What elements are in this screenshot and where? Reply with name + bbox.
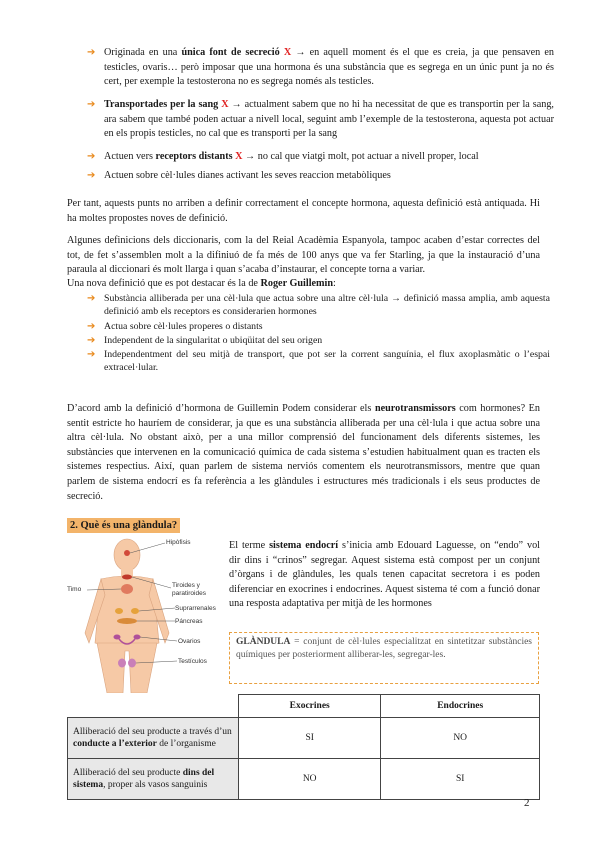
body-illustration [67,533,227,693]
label-pancreas: Páncreas [175,618,203,625]
guillemin-name: Roger Guillemin [260,278,334,289]
cross-mark: X [235,151,243,162]
bullet-text: Actuen vers [104,151,156,162]
table-corner [68,695,239,718]
definition-text: = conjunt de cèl·lules especialitzat en sintetitzar substàncies químiques per posteriorment alliberar-les, segregar-les. [236,637,532,660]
bullet-target-cells [87,169,554,184]
paragraph-neurotransmitters: D’acord amb la definició d’hormona de Guillemin Podem considerar els neurotransmissors com hormones? En sentit estricte ho hauríem de considerar, ja que es una substància alliberada per una cèl·lula i que actua sobre una altra cèl·lula. No obstant això, per a una millor comprensió del funcionament dels diferents sistemes, les substàncies que intervenen en la comunicació química de cada sistema s’estudien habitualment quan es tracten els sistemes respectius. Així, quan parlem de sistema nerviós comentem els neurotransmissors, mentre que quan parlem de sistema endocrí es fa referència a les glàndules i estructures més tradicionals i els seus productes de secreció. [67,403,540,502]
arrow-bullet-icon: ➔ [87,293,96,304]
cell-endocrine: NO [381,718,540,759]
guillemin-bullet: ➔ Substància alliberada per una cèl·lula que actua sobre una altre cèl·lula → definició massa amplia, amb aquesta definició amb els receptors es considerarien hormones [87,293,550,318]
arrow-bullet-icon: ➔ [87,151,96,162]
label-tiroides: Tiroides y paratiroides [172,582,206,597]
cell-exocrine: SI [239,718,381,759]
definition-term: GLÀNDULA [236,637,291,647]
gland-comparison-table [67,694,540,800]
arrow-bullet-icon: ➔ [87,99,96,110]
guillemin-bullet: ➔ Independentment del seu mitjà de transport, que pot ser la corrent sanguínia, el flux axoplasmàtic o l’espai extracel·lular. [87,349,550,374]
label-timo: Timo [67,586,82,593]
label-ovarios: Ovarios [178,638,201,645]
table-header-row [68,695,540,718]
arrow-bullet-icon: ➔ [87,321,96,332]
cross-mark: X [283,47,292,58]
bullet-blood-transport [87,98,554,142]
arrow-bullet-icon: ➔ [87,47,96,58]
section-heading: 2. Què és una glàndula? [67,518,180,533]
bullet-text: → no cal que viatgi molt, pot actuar a nivell proper, local [242,151,479,162]
bullet-single-source [87,46,554,90]
arrow-bullet-icon: ➔ [87,349,96,360]
paragraph-endocrine-system: El terme sistema endocrí s’inicia amb Edouard Laguesse, on “endo” vol dir dins i “crinos” segregar. Aquest sistema està compost per un conjunt d’òrgans i de glàndules, les quals tenen capacitat secretora i es poden diferenciar en exocrines i endocrines. Aquest sistema té com a funció donar una resposta adaptativa per mitjà de les hormones [229,540,541,610]
page-number: 2 [524,797,530,809]
paragraph-conclusion: Per tant, aquests punts no arriben a definir correctament el concepte hormona, aquesta definició està antiquada. Hi ha moltes propostes noves de definició. [67,198,540,224]
bullet-bold: Transportades per la sang [104,99,219,110]
gland-definition-box [229,632,539,684]
bullet-bold: única font de secreció [181,47,280,58]
paragraph-dictionaries: Algunes definicions dels diccionaris, com la del Reial Acadèmia Espanyola, tampoc acaben d’estar correctes del tot, de fet s’assemblen molt a la difiniuó de fa més de 100 anys que va fer Starling, ja que la instauració d’una paraula al diccionari és molt llarga i quan s’acaba d’instaurar, el concepte torna a variar. [67,235,540,276]
header-endocrines: Endocrines [381,695,540,718]
table-row [68,718,540,759]
bullet-text: Actuen sobre cèl·lules dianes activant les seves reaccion metabòliques [104,170,391,181]
paragraph-guillemin-intro: Una nova definició que es pot destacar és la de Roger Guillemin: [67,278,336,289]
label-suprarrenales: Suprarrenales [175,605,216,612]
bullet-bold: receptors distants [155,151,233,162]
table-row [68,759,540,800]
endocrine-figure [67,533,227,693]
bullet-text: → actualment sabem que no hi ha necessitat de que es transportin per la sang, ara sabem que també poden actuar a nivell local, seguint amb l’exemple de la testosterona, aquesta pot actuar en els propis testicles, no cal que es transporti per la sang [104,99,554,140]
endocrine-term: sistema endocrí [269,540,339,551]
cell-endocrine: SI [381,759,540,800]
cross-mark: X [221,99,229,110]
bullet-text: Originada en una [104,47,182,58]
guillemin-bullet: ➔ Actua sobre cèl·lules properes o distants [87,321,263,332]
neurotransmitters-term: neurotransmissors [374,403,456,414]
guillemin-bullet: ➔ Independent de la singularitat o ubiqüitat del seu origen [87,335,323,346]
arrow-bullet-icon: ➔ [87,170,96,181]
cell-exocrine: NO [239,759,381,800]
label-hipofisis: Hipòfisis [166,539,191,546]
row-description: Alliberació del seu producte a través d’un conducte a l’exterior de l’organisme [68,718,239,759]
bullet-distant-receptors [87,150,554,165]
row-description: Alliberació del seu producte dins del sistema, proper als vasos sanguinis [68,759,239,800]
label-testiculos: Testículos [178,658,207,665]
bullet-text: → en aquell moment és el que es creia, ja que pensaven en testicles, ovaris… però imposar que una hormona és una substància que es segrega en un únic punt ja no és cert, per exemple la testosterona no es segrega només als testicles. [104,47,554,88]
arrow-bullet-icon: ➔ [87,335,96,346]
header-exocrines: Exocrines [239,695,381,718]
